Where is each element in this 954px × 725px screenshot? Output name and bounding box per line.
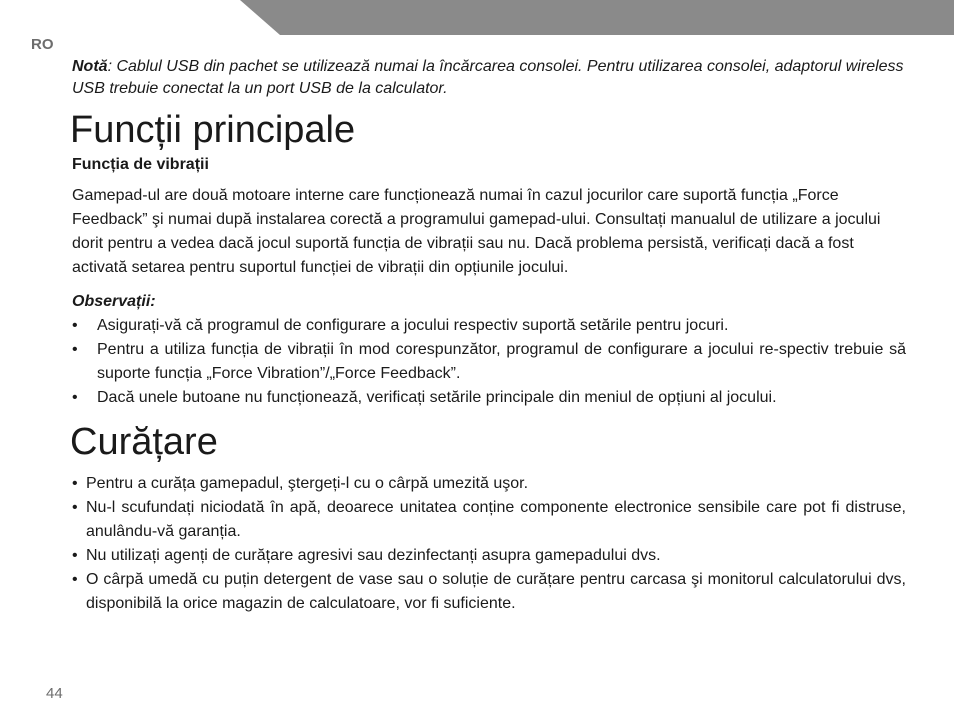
observations-list [72, 314, 906, 410]
cleaning-section [72, 420, 906, 616]
list-item: • Pentru a utiliza funcția de vibrații în mod corespunzător, programul de configurare a jocului re-spectiv trebuie să suporte funcția „Force Vibration”/„Force Feedback”. [72, 338, 906, 386]
vibration-paragraph: Gamepad-ul are două motoare interne care funcționează numai în cazul jocurilor care suportă funcția „Force Feedback” şi numai după instalarea corectă a programului gamepad-ului. Consultați manualul de utilizare a jocului dorit pentru a vedea dacă jocul suportă funcția de vibrații sau nu. Dacă problema persistă, verificați dacă a fost activată setarea pentru suportul funcției de vibrații din opțiunile jocului. [72, 187, 881, 276]
list-item: • Nu-l scufundați niciodată în apă, deoarece unitatea conține componente electronice sensibile care pot fi distruse, anulându-vă garanția. [72, 496, 906, 544]
list-item: • Nu utilizați agenți de curățare agresivi sau dezinfectanți asupra gamepadului dvs. [72, 544, 906, 568]
list-item: • Pentru a curăța gamepadul, ştergeți-l cu o cârpă umezită uşor. [72, 472, 906, 496]
note-text: : Cablul USB din pachet se utilizează numai la încărcarea consolei. Pentru utilizarea consolei, adaptorul wireless USB trebuie conectat la un port USB de la calculator. [72, 58, 904, 97]
vibration-subheading: Funcția de vibrații [72, 156, 209, 173]
page-number: 44 [46, 685, 63, 702]
features-heading: Funcții principale [70, 109, 356, 151]
list-item: • Dacă unele butoane nu funcționează, verificați setările principale din meniul de opțiuni al jocului. [72, 386, 906, 410]
cleaning-heading: Curățare [70, 421, 218, 463]
list-item: • Asigurați-vă că programul de configurare a jocului respectiv suportă setările pentru jocuri. [72, 314, 906, 338]
observations-title: Observații: [72, 293, 156, 310]
header-band [240, 0, 954, 35]
page-content [72, 56, 906, 616]
list-item: • O cârpă umedă cu puțin detergent de vase sau o soluție de curățare pentru carcasa şi monitorul calculatorului dvs, disponibilă la orice magazin de calculatoare, vor fi suficiente. [72, 568, 906, 616]
note-label: Notă [72, 58, 108, 75]
usb-note [72, 56, 906, 100]
language-tag: RO [31, 36, 54, 53]
cleaning-list [72, 472, 906, 616]
